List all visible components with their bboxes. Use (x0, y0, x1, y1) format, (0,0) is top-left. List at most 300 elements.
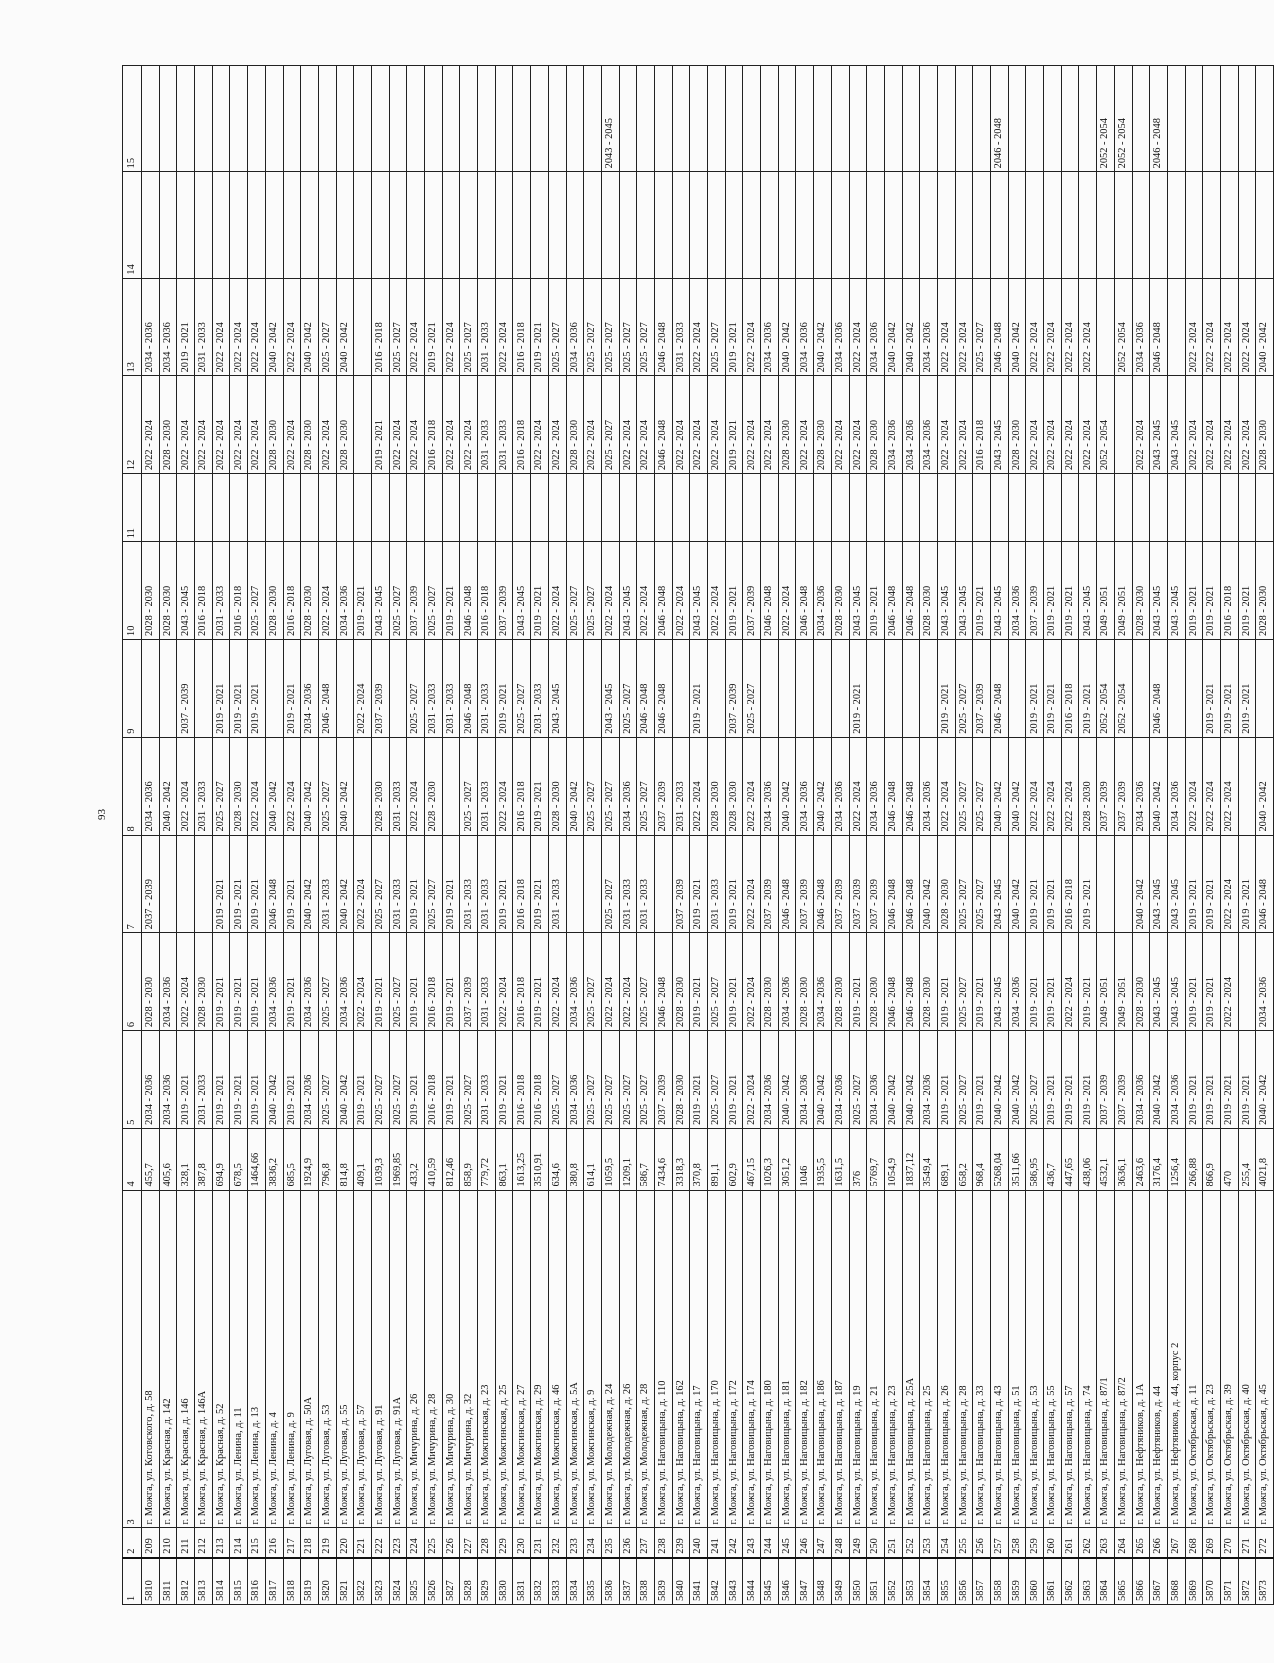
table-cell: 2031 - 2033 (478, 639, 496, 737)
table-cell: 2025 - 2027 (513, 639, 531, 737)
table-cell: 227 (460, 1528, 478, 1558)
building-repair-schedule-table (122, 65, 1274, 1605)
table-cell: 2034 - 2036 (1132, 278, 1150, 376)
table-cell (354, 474, 372, 542)
table-cell: 2034 - 2036 (831, 1031, 849, 1129)
table-cell (814, 639, 832, 737)
table-cell: 5824 (389, 1558, 407, 1605)
table-cell (1185, 639, 1203, 737)
table-cell: 2019 - 2021 (973, 542, 991, 640)
table-cell: г. Можга, ул. Красная, д. 146 (177, 1190, 195, 1528)
table-cell: 5813 (195, 1558, 213, 1605)
table-cell (884, 639, 902, 737)
table-cell: 2046 - 2048 (902, 737, 920, 835)
table-row (1167, 66, 1185, 1605)
table-cell: 2022 - 2024 (177, 933, 195, 1031)
table-cell (1220, 172, 1238, 278)
table-cell: 5873 (1256, 1558, 1274, 1605)
table-cell: 1969,85 (389, 1128, 407, 1190)
table-cell (725, 66, 743, 172)
table-cell: 2022 - 2024 (1132, 376, 1150, 474)
table-cell (1203, 66, 1221, 172)
table-cell: 2034 - 2036 (1167, 737, 1185, 835)
table-cell: 5862 (1061, 1558, 1079, 1605)
table-cell (566, 66, 584, 172)
table-cell (619, 474, 637, 542)
table-cell (920, 474, 938, 542)
table-cell: г. Можга, ул. Наговицына, д. 25 (920, 1190, 938, 1528)
table-cell: 2025 - 2027 (973, 835, 991, 933)
table-cell (1220, 66, 1238, 172)
table-cell (796, 474, 814, 542)
table-cell (230, 172, 248, 278)
table-cell: 2025 - 2027 (389, 278, 407, 376)
table-cell: 2019 - 2021 (1079, 933, 1097, 1031)
table-cell: 2046 - 2048 (814, 835, 832, 933)
column-header: 8 (123, 737, 142, 835)
table-cell: 2019 - 2021 (212, 835, 230, 933)
table-cell (761, 172, 779, 278)
table-cell: 5842 (708, 1558, 726, 1605)
table-cell: 866,9 (1203, 1128, 1221, 1190)
table-cell: г. Можга, ул. Можгинская, д. 23 (478, 1190, 496, 1528)
table-cell: 2022 - 2024 (318, 376, 336, 474)
table-cell (248, 66, 266, 172)
table-cell: 405,6 (159, 1128, 177, 1190)
column-header: 3 (123, 1190, 142, 1528)
table-cell: 2019 - 2021 (849, 639, 867, 737)
table-cell: 2022 - 2024 (248, 278, 266, 376)
table-row (354, 66, 372, 1605)
table-cell: 470 (1220, 1128, 1238, 1190)
table-cell: 2022 - 2024 (743, 278, 761, 376)
table-cell (654, 474, 672, 542)
table-cell: г. Можга, ул. Молодежная, д. 26 (619, 1190, 637, 1528)
table-cell (973, 66, 991, 172)
table-cell (1167, 474, 1185, 542)
table-cell: 2040 - 2042 (265, 1031, 283, 1129)
table-row (159, 66, 177, 1605)
table-cell: 2040 - 2042 (814, 278, 832, 376)
table-cell: 261 (1061, 1528, 1079, 1558)
table-cell: 438,06 (1079, 1128, 1097, 1190)
table-cell (566, 172, 584, 278)
table-cell: 2034 - 2036 (796, 1031, 814, 1129)
table-cell: 694,9 (212, 1128, 230, 1190)
table-row (212, 66, 230, 1605)
table-row (955, 66, 973, 1605)
table-cell: 2016 - 2018 (478, 542, 496, 640)
table-cell: г. Можга, ул. Наговицына, д. 33 (973, 1190, 991, 1528)
table-cell: 2022 - 2024 (1220, 376, 1238, 474)
table-row (495, 66, 513, 1605)
table-cell: 2019 - 2021 (212, 639, 230, 737)
table-cell: 2031 - 2033 (495, 376, 513, 474)
table-cell: 2031 - 2033 (478, 737, 496, 835)
table-cell (195, 639, 213, 737)
table-cell (195, 172, 213, 278)
table-row (654, 66, 672, 1605)
table-cell: 5811 (159, 1558, 177, 1605)
table-cell (1167, 639, 1185, 737)
table-cell (548, 172, 566, 278)
table-row (1203, 66, 1221, 1605)
table-cell: 5846 (778, 1558, 796, 1605)
table-cell (1026, 172, 1044, 278)
table-row (442, 66, 460, 1605)
table-cell: 241 (708, 1528, 726, 1558)
table-cell: 2034 - 2036 (142, 1031, 160, 1129)
table-cell: 2019 - 2021 (1185, 835, 1203, 933)
table-cell: г. Можга, ул. Октябрьская, д. 40 (1238, 1190, 1256, 1528)
table-cell: 5839 (654, 1558, 672, 1605)
table-cell: 271 (1238, 1528, 1256, 1558)
table-cell: 2022 - 2024 (1203, 376, 1221, 474)
table-cell: 245 (778, 1528, 796, 1558)
table-cell: 2019 - 2021 (1185, 933, 1203, 1031)
column-header: 14 (123, 172, 142, 278)
table-cell (407, 474, 425, 542)
table-cell: 2028 - 2030 (230, 737, 248, 835)
table-cell: 217 (283, 1528, 301, 1558)
table-cell: 2022 - 2024 (743, 376, 761, 474)
table-cell (177, 66, 195, 172)
table-cell: 2028 - 2030 (142, 933, 160, 1031)
table-row (920, 66, 938, 1605)
table-cell (495, 474, 513, 542)
table-cell: 2022 - 2024 (1044, 737, 1062, 835)
table-cell: 614,1 (584, 1128, 602, 1190)
table-cell: 230 (513, 1528, 531, 1558)
table-cell: 2025 - 2027 (371, 1031, 389, 1129)
table-cell (212, 66, 230, 172)
table-cell: 5816 (248, 1558, 266, 1605)
table-cell: 2019 - 2021 (937, 933, 955, 1031)
table-cell: 1935,5 (814, 1128, 832, 1190)
table-cell: 2025 - 2027 (708, 1031, 726, 1129)
table-cell: 5826 (425, 1558, 443, 1605)
table-cell: 2043 - 2045 (1167, 376, 1185, 474)
table-row (1220, 66, 1238, 1605)
table-cell: г. Можга, ул. Луговая, д. 57 (354, 1190, 372, 1528)
table-cell: 2037 - 2039 (796, 835, 814, 933)
table-cell (831, 66, 849, 172)
table-cell: 2025 - 2027 (601, 737, 619, 835)
table-cell (884, 66, 902, 172)
table-cell: 2040 - 2042 (1008, 278, 1026, 376)
table-cell: г. Можга, ул. Можгинская, д. 25 (495, 1190, 513, 1528)
table-cell: 2034 - 2036 (814, 933, 832, 1031)
table-cell (902, 474, 920, 542)
table-cell: 2034 - 2036 (902, 376, 920, 474)
table-row (336, 66, 354, 1605)
table-cell (212, 172, 230, 278)
table-cell: 2034 - 2036 (566, 1031, 584, 1129)
table-cell: 5814 (212, 1558, 230, 1605)
table-cell: 2019 - 2021 (212, 933, 230, 1031)
table-cell: 262 (1079, 1528, 1097, 1558)
table-cell: г. Можга, ул. Наговицына, д. 17 (690, 1190, 708, 1528)
table-cell (778, 66, 796, 172)
table-cell: 2022 - 2024 (177, 376, 195, 474)
table-cell: 2028 - 2030 (761, 933, 779, 1031)
table-cell (867, 66, 885, 172)
table-cell: 3836,2 (265, 1128, 283, 1190)
table-cell: 272 (1256, 1528, 1274, 1558)
table-cell (425, 66, 443, 172)
table-cell (371, 172, 389, 278)
table-cell (195, 835, 213, 933)
table-cell: 2022 - 2024 (1220, 933, 1238, 1031)
table-cell: 2031 - 2033 (672, 278, 690, 376)
table-cell: 2034 - 2036 (920, 376, 938, 474)
table-cell (761, 66, 779, 172)
table-cell: г. Можга, ул. Наговицына, д. 172 (725, 1190, 743, 1528)
table-cell: 2028 - 2030 (708, 737, 726, 835)
table-cell: 2022 - 2024 (937, 737, 955, 835)
table-cell: 2043 - 2045 (177, 542, 195, 640)
table-cell: 2022 - 2024 (1026, 278, 1044, 376)
table-cell (902, 639, 920, 737)
table-cell: 2022 - 2024 (283, 376, 301, 474)
table-cell: 2022 - 2024 (584, 376, 602, 474)
table-cell (407, 66, 425, 172)
table-cell: 266,88 (1185, 1128, 1203, 1190)
table-cell (354, 66, 372, 172)
table-cell: 5857 (973, 1558, 991, 1605)
table-cell: 2022 - 2024 (531, 376, 549, 474)
table-cell: 2016 - 2018 (1061, 639, 1079, 737)
table-cell: 235 (601, 1528, 619, 1558)
table-cell: 2019 - 2021 (1044, 639, 1062, 737)
table-row (1061, 66, 1079, 1605)
table-cell (619, 66, 637, 172)
table-cell (601, 474, 619, 542)
table-row (1256, 66, 1274, 1605)
table-cell: 447,65 (1061, 1128, 1079, 1190)
table-cell (973, 474, 991, 542)
table-cell: 2025 - 2027 (584, 737, 602, 835)
table-cell: 2022 - 2024 (389, 376, 407, 474)
table-cell: 2043 - 2045 (1150, 933, 1168, 1031)
table-cell: 2034 - 2036 (831, 278, 849, 376)
table-cell: 2037 - 2039 (1114, 737, 1132, 835)
table-cell: 2025 - 2027 (955, 639, 973, 737)
table-cell (672, 172, 690, 278)
table-cell: 2025 - 2027 (318, 278, 336, 376)
table-cell: 2019 - 2021 (1026, 639, 1044, 737)
table-cell: 2031 - 2033 (478, 376, 496, 474)
table-cell (1185, 474, 1203, 542)
table-cell: 2025 - 2027 (389, 933, 407, 1031)
table-cell: 2016 - 2018 (973, 376, 991, 474)
table-cell: 2019 - 2021 (407, 1031, 425, 1129)
table-cell: 225 (425, 1528, 443, 1558)
table-cell: 2022 - 2024 (1203, 737, 1221, 835)
column-header: 6 (123, 933, 142, 1031)
table-cell: 2022 - 2024 (743, 835, 761, 933)
table-cell: 2043 - 2045 (513, 542, 531, 640)
column-header: 12 (123, 376, 142, 474)
table-cell: 2019 - 2021 (354, 542, 372, 640)
table-cell: 5819 (301, 1558, 319, 1605)
table-row (283, 66, 301, 1605)
table-cell: 2043 - 2045 (601, 639, 619, 737)
table-cell (619, 172, 637, 278)
table-cell: 2025 - 2027 (318, 1031, 336, 1129)
table-cell (672, 639, 690, 737)
table-cell: 2040 - 2042 (814, 1031, 832, 1129)
table-cell (1114, 474, 1132, 542)
table-cell: г. Можга, ул. Нефтяников, д. 1А (1132, 1190, 1150, 1528)
table-cell (1008, 66, 1026, 172)
table-cell: 2022 - 2024 (177, 737, 195, 835)
table-cell: 266 (1150, 1528, 1168, 1558)
table-cell: г. Можга, ул. Молодежная, д. 24 (601, 1190, 619, 1528)
table-cell: 2046 - 2048 (654, 542, 672, 640)
table-cell: 2040 - 2042 (265, 737, 283, 835)
table-cell: 2025 - 2027 (584, 933, 602, 1031)
table-cell (955, 66, 973, 172)
table-cell (354, 278, 372, 376)
table-cell (1097, 278, 1115, 376)
table-cell: 410,59 (425, 1128, 443, 1190)
table-row (708, 66, 726, 1605)
table-cell: 2025 - 2027 (743, 639, 761, 737)
table-cell: 2016 - 2018 (425, 933, 443, 1031)
table-cell: 218 (301, 1528, 319, 1558)
table-cell: 2019 - 2021 (1044, 542, 1062, 640)
table-cell: 2019 - 2021 (230, 1031, 248, 1129)
table-cell: 2025 - 2027 (318, 737, 336, 835)
table-cell: 2028 - 2030 (1256, 376, 1274, 474)
table-cell: 244 (761, 1528, 779, 1558)
table-cell (1079, 66, 1097, 172)
table-cell: 2028 - 2030 (796, 933, 814, 1031)
table-cell: г. Можга, ул. Наговицына, д. 53 (1026, 1190, 1044, 1528)
table-cell (1008, 172, 1026, 278)
table-cell (831, 639, 849, 737)
table-cell: 2025 - 2027 (318, 933, 336, 1031)
table-cell (495, 172, 513, 278)
table-cell: 2040 - 2042 (301, 737, 319, 835)
table-cell: 2019 - 2021 (248, 1031, 266, 1129)
table-cell: 2025 - 2027 (389, 542, 407, 640)
column-header: 2 (123, 1528, 142, 1558)
table-cell: 2019 - 2021 (690, 933, 708, 1031)
table-row (248, 66, 266, 1605)
table-cell: 2043 - 2045 (1167, 933, 1185, 1031)
table-row (301, 66, 319, 1605)
table-cell (937, 474, 955, 542)
table-cell: 2022 - 2024 (601, 933, 619, 1031)
table-cell: 5861 (1044, 1558, 1062, 1605)
table-cell: 5817 (265, 1558, 283, 1605)
table-cell (548, 66, 566, 172)
table-cell: 3318,3 (672, 1128, 690, 1190)
table-cell (1061, 474, 1079, 542)
table-cell: 2031 - 2033 (548, 835, 566, 933)
table-cell: г. Можга, ул. Наговицына, д. 19 (849, 1190, 867, 1528)
table-cell: 2028 - 2030 (1256, 542, 1274, 640)
table-cell: 2028 - 2030 (336, 376, 354, 474)
table-cell: г. Можга, ул. Наговицына, д. 21 (867, 1190, 885, 1528)
table-cell: 2040 - 2042 (1008, 737, 1026, 835)
table-cell: 2022 - 2024 (601, 542, 619, 640)
table-cell (761, 639, 779, 737)
table-cell: 228 (478, 1528, 496, 1558)
table-cell (1185, 172, 1203, 278)
table-cell: 1464,66 (248, 1128, 266, 1190)
table-cell: 2046 - 2048 (991, 278, 1009, 376)
table-cell: 5855 (937, 1558, 955, 1605)
table-cell: 2463,6 (1132, 1128, 1150, 1190)
table-cell: 2022 - 2024 (743, 933, 761, 1031)
table-cell: 328,1 (177, 1128, 195, 1190)
table-cell: 2028 - 2030 (371, 737, 389, 835)
table-cell (1097, 474, 1115, 542)
table-cell: 2025 - 2027 (407, 639, 425, 737)
table-cell (690, 66, 708, 172)
table-cell: 2016 - 2018 (513, 376, 531, 474)
table-cell: 2022 - 2024 (495, 737, 513, 835)
table-cell: 2034 - 2036 (796, 278, 814, 376)
table-cell: 251 (884, 1528, 902, 1558)
table-row (902, 66, 920, 1605)
table-cell: 2019 - 2021 (725, 933, 743, 1031)
table-cell: 2028 - 2030 (265, 376, 283, 474)
table-cell: 2043 - 2045 (849, 542, 867, 640)
table-row (1079, 66, 1097, 1605)
table-cell: 2031 - 2033 (195, 737, 213, 835)
table-cell: 2043 - 2045 (1150, 542, 1168, 640)
table-cell: 221 (354, 1528, 372, 1558)
table-row (531, 66, 549, 1605)
table-cell (1238, 474, 1256, 542)
table-cell: 5865 (1114, 1558, 1132, 1605)
table-cell: 2022 - 2024 (637, 376, 655, 474)
table-cell: 376 (849, 1128, 867, 1190)
table-cell: 2046 - 2048 (796, 542, 814, 640)
table-cell: 2037 - 2039 (1097, 1031, 1115, 1129)
table-cell (654, 172, 672, 278)
table-cell: 433,2 (407, 1128, 425, 1190)
table-cell: г. Можга, ул. Наговицына, д. 174 (743, 1190, 761, 1528)
table-cell: 2049 - 2051 (1114, 542, 1132, 640)
table-cell: 658,2 (955, 1128, 973, 1190)
table-cell: 2034 - 2036 (619, 737, 637, 835)
table-cell: 2025 - 2027 (548, 278, 566, 376)
table-cell: 5818 (283, 1558, 301, 1605)
table-cell: 242 (725, 1528, 743, 1558)
table-row (761, 66, 779, 1605)
table-cell: 246 (796, 1528, 814, 1558)
table-cell (1061, 66, 1079, 172)
table-cell: 2019 - 2021 (1220, 1031, 1238, 1129)
table-cell: 2016 - 2018 (371, 278, 389, 376)
table-cell: 2040 - 2042 (159, 737, 177, 835)
table-cell: 2037 - 2039 (743, 542, 761, 640)
table-cell: 2034 - 2036 (867, 1031, 885, 1129)
table-cell: 2019 - 2021 (1079, 639, 1097, 737)
table-cell: 5825 (407, 1558, 425, 1605)
table-cell (973, 172, 991, 278)
table-cell: 2022 - 2024 (1061, 278, 1079, 376)
table-cell: г. Можга, ул. Красная, д. 52 (212, 1190, 230, 1528)
table-cell: 2034 - 2036 (867, 737, 885, 835)
table-cell: 2022 - 2024 (1061, 933, 1079, 1031)
table-cell: 2025 - 2027 (708, 933, 726, 1031)
